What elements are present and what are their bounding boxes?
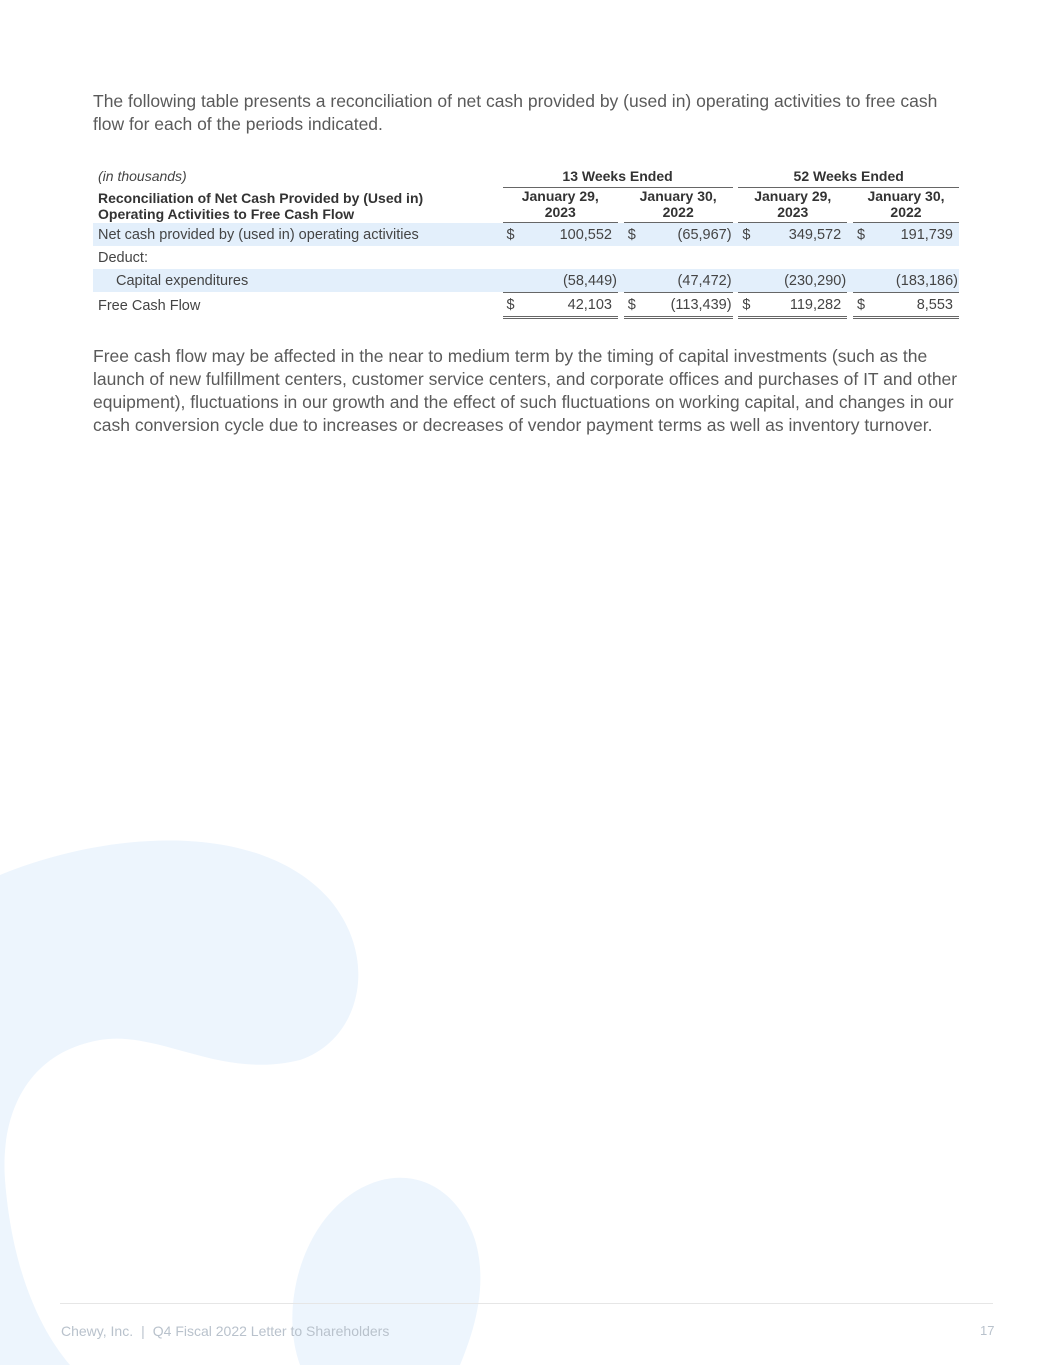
- table-row: [93, 246, 959, 269]
- table-header-row-groups: [93, 164, 959, 188]
- table-row-total: Free Cash Flow $ 42,103 $ (113,439) $ 119,282 $ 8,553: [93, 292, 959, 319]
- cell-value: 100,552: [524, 223, 618, 246]
- table-header-row-dates: [93, 188, 959, 223]
- cell-value: 349,572: [760, 223, 847, 246]
- cell-value: 8,553: [875, 292, 959, 319]
- unit-note: (in thousands): [98, 168, 187, 184]
- cell-value: (113,439): [645, 292, 732, 319]
- cell-value: 42,103: [524, 292, 618, 319]
- cell-value: 119,282: [760, 292, 847, 319]
- date-header: January 30, 2022: [853, 188, 959, 223]
- cell-value: (47,472): [645, 269, 732, 292]
- footer-doc-title: Q4 Fiscal 2022 Letter to Shareholders: [152, 1323, 390, 1339]
- page-number: 17: [980, 1323, 995, 1338]
- row-label: Free Cash Flow: [98, 297, 201, 314]
- header-13-weeks: 13 Weeks Ended: [503, 164, 733, 188]
- cell-value: (230,290): [760, 269, 847, 292]
- header-52-weeks: 52 Weeks Ended: [738, 164, 959, 188]
- reconciliation-table: [93, 164, 959, 319]
- row-label: Net cash provided by (used in) operating activities: [93, 223, 497, 246]
- date-header: January 29, 2023: [503, 188, 618, 223]
- cell-value: (183,186): [875, 269, 959, 292]
- footer-title: [61, 1323, 389, 1339]
- date-header: January 30, 2022: [624, 188, 733, 223]
- footer-separator: |: [141, 1323, 145, 1339]
- table-row: [93, 269, 959, 292]
- date-header: January 29, 2023: [738, 188, 847, 223]
- row-label: Capital expenditures: [93, 269, 497, 292]
- footer-divider: [60, 1303, 993, 1304]
- outro-paragraph: Free cash flow may be affected in the near to medium term by the timing of capital investments (such as the launch of new fulfillment centers, customer service centers, and corporate offices and purchases of IT and other equipment), fluctuations in our growth and the effect of such fluctuations on working capital, and changes in our cash conversion cycle due to increases or decreases of vendor payment terms as well as inventory turnover.: [93, 346, 958, 435]
- intro-paragraph: The following table presents a reconciliation of net cash provided by (used in) operating activities to free cash flow for each of the periods indicated.: [93, 91, 938, 134]
- cell-value: (58,449): [524, 269, 618, 292]
- cell-value: 191,739: [875, 223, 959, 246]
- table-row: Net cash provided by (used in) operating activities $ 100,552 $ (65,967) $ 349,572 $ 191,739: [93, 223, 959, 246]
- table-title: Reconciliation of Net Cash Provided by (Used in) Operating Activities to Free Cash Flow: [98, 189, 424, 222]
- row-label: Deduct:: [98, 249, 148, 266]
- cell-value: (65,967): [645, 223, 732, 246]
- footer-company: Chewy, Inc.: [61, 1323, 134, 1339]
